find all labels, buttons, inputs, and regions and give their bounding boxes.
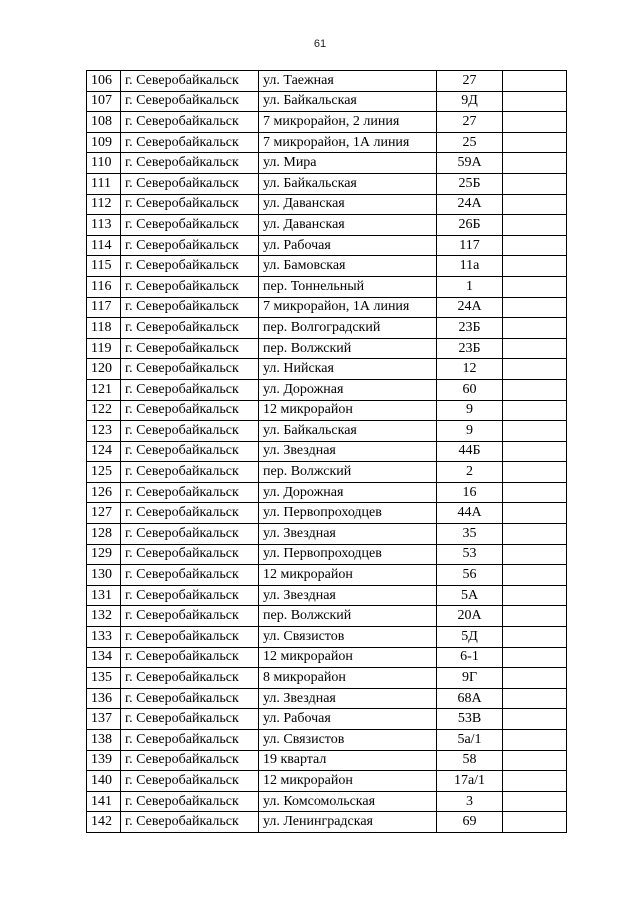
street-cell: ул. Рабочая bbox=[259, 709, 437, 730]
city-cell: г. Северобайкальск bbox=[121, 194, 259, 215]
extra-cell bbox=[503, 297, 567, 318]
street-cell: 12 микрорайон bbox=[259, 565, 437, 586]
row-number-cell: 138 bbox=[87, 730, 121, 751]
address-table-body bbox=[87, 71, 567, 833]
table-row bbox=[87, 730, 567, 751]
city-cell: г. Северобайкальск bbox=[121, 462, 259, 483]
table-row bbox=[87, 400, 567, 421]
city-cell: г. Северобайкальск bbox=[121, 627, 259, 648]
row-number-cell: 127 bbox=[87, 503, 121, 524]
extra-cell bbox=[503, 771, 567, 792]
row-number-cell: 122 bbox=[87, 400, 121, 421]
city-cell: г. Северобайкальск bbox=[121, 565, 259, 586]
house-number-cell: 25 bbox=[437, 132, 503, 153]
street-cell: ул. Байкальская bbox=[259, 421, 437, 442]
extra-cell bbox=[503, 421, 567, 442]
street-cell: ул. Первопроходцев bbox=[259, 503, 437, 524]
row-number-cell: 130 bbox=[87, 565, 121, 586]
table-row bbox=[87, 194, 567, 215]
street-cell: 7 микрорайон, 1А линия bbox=[259, 297, 437, 318]
table-row bbox=[87, 771, 567, 792]
row-number-cell: 128 bbox=[87, 524, 121, 545]
row-number-cell: 141 bbox=[87, 791, 121, 812]
city-cell: г. Северобайкальск bbox=[121, 585, 259, 606]
row-number-cell: 131 bbox=[87, 585, 121, 606]
row-number-cell: 140 bbox=[87, 771, 121, 792]
extra-cell bbox=[503, 318, 567, 339]
city-cell: г. Северобайкальск bbox=[121, 771, 259, 792]
street-cell: 12 микрорайон bbox=[259, 400, 437, 421]
house-number-cell: 58 bbox=[437, 750, 503, 771]
house-number-cell: 24А bbox=[437, 297, 503, 318]
house-number-cell: 53 bbox=[437, 544, 503, 565]
house-number-cell: 5Д bbox=[437, 627, 503, 648]
city-cell: г. Северобайкальск bbox=[121, 91, 259, 112]
table-row bbox=[87, 482, 567, 503]
street-cell: 8 микрорайон bbox=[259, 668, 437, 689]
extra-cell bbox=[503, 565, 567, 586]
house-number-cell: 35 bbox=[437, 524, 503, 545]
table-row bbox=[87, 91, 567, 112]
row-number-cell: 108 bbox=[87, 112, 121, 133]
table-row bbox=[87, 297, 567, 318]
street-cell: пер. Волжский bbox=[259, 338, 437, 359]
house-number-cell: 2 bbox=[437, 462, 503, 483]
city-cell: г. Северобайкальск bbox=[121, 235, 259, 256]
city-cell: г. Северобайкальск bbox=[121, 812, 259, 833]
house-number-cell: 9 bbox=[437, 400, 503, 421]
street-cell: пер. Волжский bbox=[259, 462, 437, 483]
row-number-cell: 124 bbox=[87, 441, 121, 462]
row-number-cell: 139 bbox=[87, 750, 121, 771]
house-number-cell: 11а bbox=[437, 256, 503, 277]
city-cell: г. Северобайкальск bbox=[121, 338, 259, 359]
row-number-cell: 126 bbox=[87, 482, 121, 503]
table-row bbox=[87, 709, 567, 730]
street-cell: пер. Тоннельный bbox=[259, 276, 437, 297]
extra-cell bbox=[503, 194, 567, 215]
city-cell: г. Северобайкальск bbox=[121, 215, 259, 236]
city-cell: г. Северобайкальск bbox=[121, 132, 259, 153]
table-row bbox=[87, 153, 567, 174]
house-number-cell: 5а/1 bbox=[437, 730, 503, 751]
city-cell: г. Северобайкальск bbox=[121, 71, 259, 92]
street-cell: ул. Звездная bbox=[259, 585, 437, 606]
city-cell: г. Северобайкальск bbox=[121, 153, 259, 174]
house-number-cell: 44А bbox=[437, 503, 503, 524]
street-cell: 12 микрорайон bbox=[259, 771, 437, 792]
extra-cell bbox=[503, 668, 567, 689]
house-number-cell: 56 bbox=[437, 565, 503, 586]
extra-cell bbox=[503, 91, 567, 112]
street-cell: ул. Связистов bbox=[259, 730, 437, 751]
street-cell: ул. Рабочая bbox=[259, 235, 437, 256]
row-number-cell: 133 bbox=[87, 627, 121, 648]
row-number-cell: 136 bbox=[87, 688, 121, 709]
extra-cell bbox=[503, 173, 567, 194]
table-row bbox=[87, 668, 567, 689]
table-row bbox=[87, 235, 567, 256]
street-cell: ул. Звездная bbox=[259, 524, 437, 545]
table-row bbox=[87, 441, 567, 462]
extra-cell bbox=[503, 338, 567, 359]
city-cell: г. Северобайкальск bbox=[121, 359, 259, 380]
row-number-cell: 118 bbox=[87, 318, 121, 339]
table-row bbox=[87, 647, 567, 668]
extra-cell bbox=[503, 112, 567, 133]
city-cell: г. Северобайкальск bbox=[121, 791, 259, 812]
city-cell: г. Северобайкальск bbox=[121, 318, 259, 339]
house-number-cell: 9 bbox=[437, 421, 503, 442]
street-cell: 19 квартал bbox=[259, 750, 437, 771]
row-number-cell: 125 bbox=[87, 462, 121, 483]
extra-cell bbox=[503, 379, 567, 400]
row-number-cell: 137 bbox=[87, 709, 121, 730]
extra-cell bbox=[503, 647, 567, 668]
extra-cell bbox=[503, 503, 567, 524]
table-row bbox=[87, 132, 567, 153]
street-cell: 12 микрорайон bbox=[259, 647, 437, 668]
row-number-cell: 121 bbox=[87, 379, 121, 400]
city-cell: г. Северобайкальск bbox=[121, 709, 259, 730]
extra-cell bbox=[503, 462, 567, 483]
street-cell: 7 микрорайон, 2 линия bbox=[259, 112, 437, 133]
table-row bbox=[87, 585, 567, 606]
table-row bbox=[87, 359, 567, 380]
street-cell: ул. Байкальская bbox=[259, 173, 437, 194]
table-row bbox=[87, 812, 567, 833]
street-cell: ул. Бамовская bbox=[259, 256, 437, 277]
extra-cell bbox=[503, 709, 567, 730]
table-row bbox=[87, 112, 567, 133]
house-number-cell: 3 bbox=[437, 791, 503, 812]
city-cell: г. Северобайкальск bbox=[121, 750, 259, 771]
row-number-cell: 111 bbox=[87, 173, 121, 194]
table-row bbox=[87, 215, 567, 236]
house-number-cell: 6-1 bbox=[437, 647, 503, 668]
street-cell: ул. Первопроходцев bbox=[259, 544, 437, 565]
extra-cell bbox=[503, 544, 567, 565]
extra-cell bbox=[503, 627, 567, 648]
table-row bbox=[87, 791, 567, 812]
house-number-cell: 9Г bbox=[437, 668, 503, 689]
page-number: 61 bbox=[313, 38, 327, 50]
house-number-cell: 59А bbox=[437, 153, 503, 174]
house-number-cell: 53В bbox=[437, 709, 503, 730]
table-row bbox=[87, 565, 567, 586]
table-row bbox=[87, 544, 567, 565]
extra-cell bbox=[503, 235, 567, 256]
table-row bbox=[87, 606, 567, 627]
house-number-cell: 69 bbox=[437, 812, 503, 833]
street-cell: ул. Комсомольская bbox=[259, 791, 437, 812]
house-number-cell: 23Б bbox=[437, 338, 503, 359]
city-cell: г. Северобайкальск bbox=[121, 668, 259, 689]
street-cell: ул. Звездная bbox=[259, 688, 437, 709]
table-row bbox=[87, 627, 567, 648]
city-cell: г. Северобайкальск bbox=[121, 297, 259, 318]
street-cell: ул. Байкальская bbox=[259, 91, 437, 112]
house-number-cell: 27 bbox=[437, 71, 503, 92]
house-number-cell: 24А bbox=[437, 194, 503, 215]
city-cell: г. Северобайкальск bbox=[121, 606, 259, 627]
city-cell: г. Северобайкальск bbox=[121, 173, 259, 194]
city-cell: г. Северобайкальск bbox=[121, 112, 259, 133]
row-number-cell: 113 bbox=[87, 215, 121, 236]
row-number-cell: 142 bbox=[87, 812, 121, 833]
street-cell: ул. Дорожная bbox=[259, 482, 437, 503]
row-number-cell: 114 bbox=[87, 235, 121, 256]
city-cell: г. Северобайкальск bbox=[121, 276, 259, 297]
city-cell: г. Северобайкальск bbox=[121, 441, 259, 462]
extra-cell bbox=[503, 153, 567, 174]
street-cell: 7 микрорайон, 1А линия bbox=[259, 132, 437, 153]
city-cell: г. Северобайкальск bbox=[121, 482, 259, 503]
table-row bbox=[87, 338, 567, 359]
extra-cell bbox=[503, 730, 567, 751]
table-row bbox=[87, 318, 567, 339]
row-number-cell: 117 bbox=[87, 297, 121, 318]
extra-cell bbox=[503, 524, 567, 545]
extra-cell bbox=[503, 276, 567, 297]
house-number-cell: 44Б bbox=[437, 441, 503, 462]
street-cell: ул. Таежная bbox=[259, 71, 437, 92]
city-cell: г. Северобайкальск bbox=[121, 730, 259, 751]
house-number-cell: 20А bbox=[437, 606, 503, 627]
house-number-cell: 60 bbox=[437, 379, 503, 400]
city-cell: г. Северобайкальск bbox=[121, 400, 259, 421]
row-number-cell: 132 bbox=[87, 606, 121, 627]
extra-cell bbox=[503, 688, 567, 709]
row-number-cell: 123 bbox=[87, 421, 121, 442]
street-cell: ул. Звездная bbox=[259, 441, 437, 462]
city-cell: г. Северобайкальск bbox=[121, 256, 259, 277]
extra-cell bbox=[503, 132, 567, 153]
extra-cell bbox=[503, 585, 567, 606]
table-row bbox=[87, 503, 567, 524]
house-number-cell: 27 bbox=[437, 112, 503, 133]
address-table bbox=[86, 70, 567, 833]
city-cell: г. Северобайкальск bbox=[121, 544, 259, 565]
street-cell: ул. Даванская bbox=[259, 215, 437, 236]
table-row bbox=[87, 173, 567, 194]
street-cell: пер. Волжский bbox=[259, 606, 437, 627]
row-number-cell: 112 bbox=[87, 194, 121, 215]
house-number-cell: 26Б bbox=[437, 215, 503, 236]
city-cell: г. Северобайкальск bbox=[121, 503, 259, 524]
table-row bbox=[87, 71, 567, 92]
house-number-cell: 117 bbox=[437, 235, 503, 256]
table-row bbox=[87, 256, 567, 277]
row-number-cell: 110 bbox=[87, 153, 121, 174]
extra-cell bbox=[503, 791, 567, 812]
extra-cell bbox=[503, 750, 567, 771]
extra-cell bbox=[503, 215, 567, 236]
house-number-cell: 5А bbox=[437, 585, 503, 606]
table-row bbox=[87, 421, 567, 442]
street-cell: ул. Мира bbox=[259, 153, 437, 174]
city-cell: г. Северобайкальск bbox=[121, 688, 259, 709]
extra-cell bbox=[503, 71, 567, 92]
house-number-cell: 16 bbox=[437, 482, 503, 503]
row-number-cell: 129 bbox=[87, 544, 121, 565]
row-number-cell: 135 bbox=[87, 668, 121, 689]
city-cell: г. Северобайкальск bbox=[121, 379, 259, 400]
street-cell: пер. Волгоградский bbox=[259, 318, 437, 339]
street-cell: ул. Нийская bbox=[259, 359, 437, 380]
house-number-cell: 23Б bbox=[437, 318, 503, 339]
row-number-cell: 106 bbox=[87, 71, 121, 92]
row-number-cell: 107 bbox=[87, 91, 121, 112]
street-cell: ул. Ленинградская bbox=[259, 812, 437, 833]
table-row bbox=[87, 750, 567, 771]
city-cell: г. Северобайкальск bbox=[121, 647, 259, 668]
street-cell: ул. Дорожная bbox=[259, 379, 437, 400]
house-number-cell: 12 bbox=[437, 359, 503, 380]
house-number-cell: 1 bbox=[437, 276, 503, 297]
city-cell: г. Северобайкальск bbox=[121, 421, 259, 442]
extra-cell bbox=[503, 400, 567, 421]
table-row bbox=[87, 379, 567, 400]
street-cell: ул. Связистов bbox=[259, 627, 437, 648]
table-row bbox=[87, 462, 567, 483]
row-number-cell: 109 bbox=[87, 132, 121, 153]
house-number-cell: 9Д bbox=[437, 91, 503, 112]
extra-cell bbox=[503, 812, 567, 833]
extra-cell bbox=[503, 359, 567, 380]
street-cell: ул. Даванская bbox=[259, 194, 437, 215]
house-number-cell: 68А bbox=[437, 688, 503, 709]
row-number-cell: 115 bbox=[87, 256, 121, 277]
table-row bbox=[87, 276, 567, 297]
house-number-cell: 25Б bbox=[437, 173, 503, 194]
city-cell: г. Северобайкальск bbox=[121, 524, 259, 545]
row-number-cell: 120 bbox=[87, 359, 121, 380]
extra-cell bbox=[503, 482, 567, 503]
table-row bbox=[87, 524, 567, 545]
extra-cell bbox=[503, 606, 567, 627]
row-number-cell: 119 bbox=[87, 338, 121, 359]
row-number-cell: 116 bbox=[87, 276, 121, 297]
house-number-cell: 17а/1 bbox=[437, 771, 503, 792]
extra-cell bbox=[503, 441, 567, 462]
table-row bbox=[87, 688, 567, 709]
row-number-cell: 134 bbox=[87, 647, 121, 668]
extra-cell bbox=[503, 256, 567, 277]
